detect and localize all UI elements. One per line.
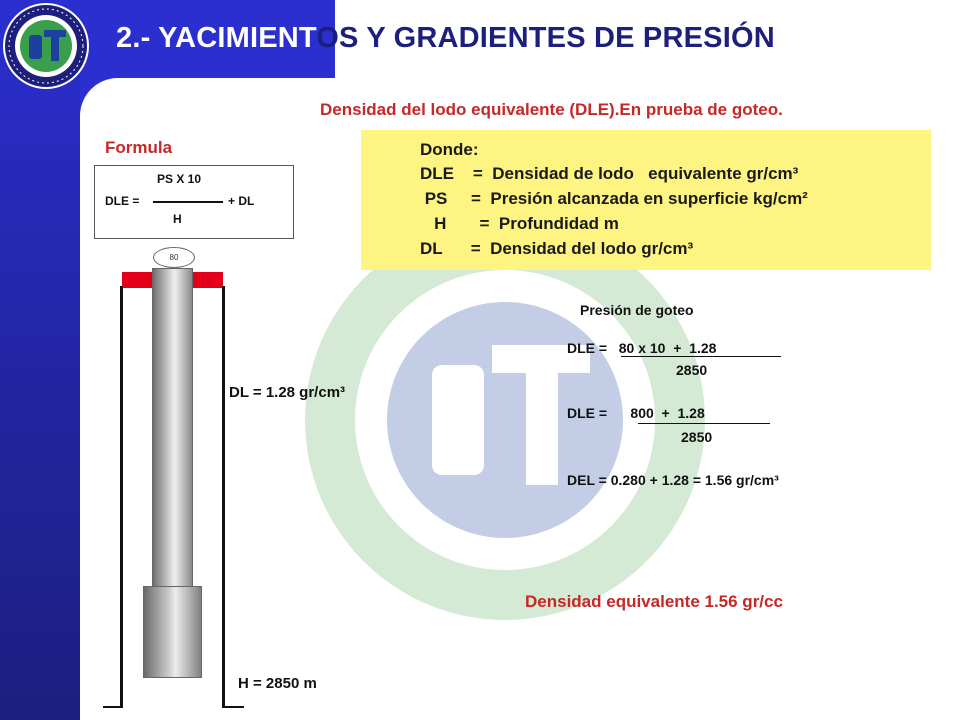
formula-fraction-bar — [153, 201, 223, 203]
definition-item: DLE = Densidad de lodo equivalente gr/cm³ — [420, 164, 799, 183]
pressure-gauge: 80 — [153, 247, 195, 268]
definitions-box — [361, 130, 931, 270]
section-subtitle: Densidad del lodo equivalente (DLE).En prueba de goteo. — [320, 100, 783, 119]
page-title-part-2: OS Y GRADIENTES DE PRESIÓN — [316, 22, 775, 54]
calc-step1-fraction-bar — [621, 356, 781, 357]
calc-step1-numerator: DLE = 80 x 10 + 1.28 — [567, 340, 717, 356]
formula-box — [94, 165, 294, 239]
calc-step2-numerator: DLE = 800 + 1.28 — [567, 405, 705, 421]
wellhead-flange-right — [193, 272, 223, 288]
wellhead-flange-left — [122, 272, 152, 288]
formula-label: Formula — [105, 138, 173, 157]
calc-step1-denominator: 2850 — [676, 362, 708, 378]
casing-shoe-right — [222, 706, 244, 708]
formula-lhs: DLE = — [105, 194, 140, 208]
drill-collar — [143, 586, 202, 678]
formula-denominator: H — [173, 212, 182, 226]
university-logo — [2, 2, 90, 90]
page-title-part-1: 2.- YACIMIENT — [116, 22, 317, 54]
depth-label: H = 2850 m — [238, 675, 317, 692]
definitions-heading: Donde: — [420, 140, 479, 159]
formula-plus-dl: + DL — [228, 194, 255, 208]
calculation-heading: Presión de goteo — [580, 302, 694, 318]
page-title — [116, 22, 775, 55]
casing-shoe-left — [103, 706, 123, 708]
definition-item: H = Profundidad m — [420, 214, 619, 233]
calc-step2-fraction-bar — [638, 423, 770, 424]
definition-item: DL = Densidad del lodo gr/cm³ — [420, 239, 694, 258]
casing-wall-right — [222, 286, 225, 708]
final-result: Densidad equivalente 1.56 gr/cc — [525, 592, 783, 611]
calc-step2-denominator: 2850 — [681, 429, 713, 445]
drill-pipe — [152, 268, 193, 588]
formula-numerator: PS X 10 — [157, 172, 202, 186]
calc-step3-result: DEL = 0.280 + 1.28 = 1.56 gr/cm³ — [567, 472, 779, 488]
definition-item: PS = Presión alcanzada en superficie kg/cm² — [420, 189, 808, 208]
left-sidebar-bar — [0, 0, 80, 720]
mud-density-label: DL = 1.28 gr/cm³ — [229, 384, 346, 401]
casing-wall-left — [120, 286, 123, 708]
